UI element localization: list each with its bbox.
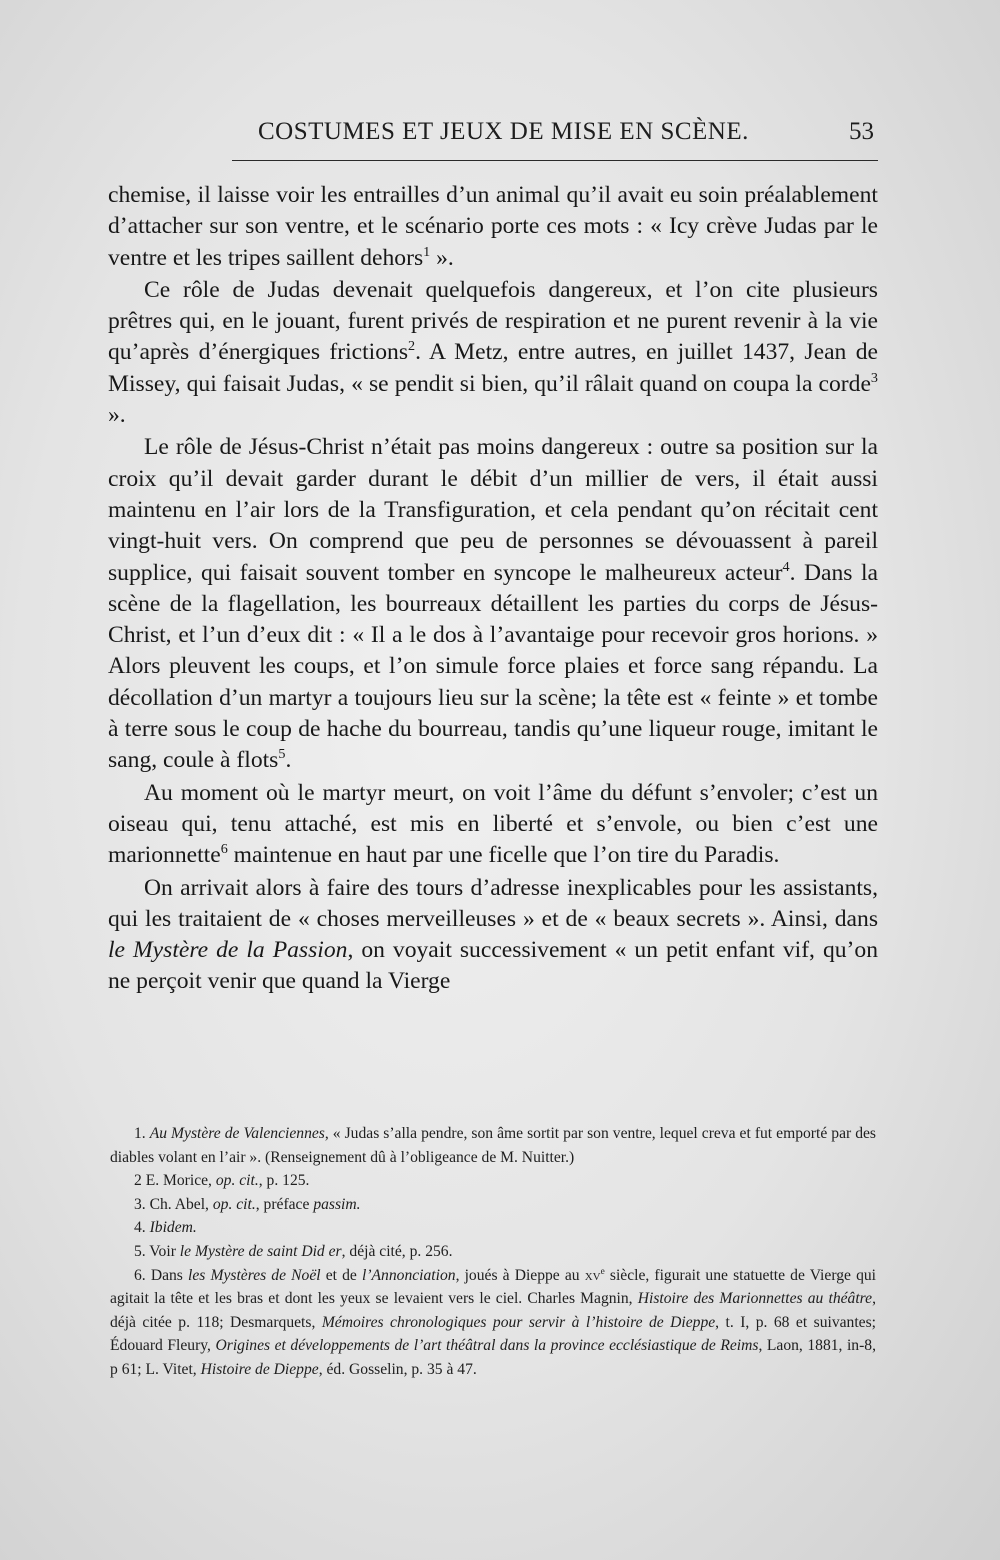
footnote-1: 1. Au Mystère de Valenciennes, « Judas s’alla pendre, son âme sortit par son ventre, lequel creva et fut emporté par des diables volant en l’air ». (Renseignement dû à l’obligeance de M. Nuitter.) xyxy=(110,1125,876,1166)
footnote-5: 5. Voir le Mystère de saint Did er, déjà cité, p. 256. xyxy=(134,1242,453,1260)
header-rule xyxy=(232,160,878,161)
paragraph-3: Le rôle de Jésus-Christ n’était pas moins dangereux : outre sa position sur la croix qu’il devait garder durant le débit d’un millier de vers, il était aussi maintenu en l’air lors de la Transfiguration, et cela pendant qu’on récitait cent vingt-huit vers. On comprend que peu de personnes se dévouassent à pareil supplice, qui faisait souvent tomber en syncope le malheureux acteur$^4$. Dans la scène de la flagellation, les bourreaux détaillent les parties du corps de Jésus-Christ, et l’un d’eux dit : « Il a le dos à l’avantaige pour recevoir gros horions. » Alors pleuvent les coups, et l’on simule force plaies et force sang répandu. La décollation d’un martyr a toujours lieu sur la scène; la tête est « feinte » et tombe à terre sous le coup de hache du bourreau, tandis qu’une liqueur rouge, imitant le sang, coule à flots$^5$. xyxy=(108,434,878,774)
footnote-ref-2: 2 xyxy=(408,338,416,355)
main-text xyxy=(108,180,878,999)
footnote-ref-5: 5 xyxy=(278,746,286,763)
page-header xyxy=(108,118,876,158)
footnote-3: 3. Ch. Abel, op. cit., préface passim. xyxy=(134,1195,361,1213)
running-title: COSTUMES ET JEUX DE MISE EN SCÈNE. xyxy=(258,118,749,145)
footnote-4: 4. Ibidem. xyxy=(134,1219,197,1237)
footnote-ref-1: 1 xyxy=(423,243,431,260)
paragraph-4: Au moment où le martyr meurt, on voit l’âme du défunt s’envoler; c’est un oiseau qui, tenu attaché, est mis en liberté et s’envole, ou bien c’est une marionnette$^6$ maintenue en haut par une ficelle que l’on tire du Paradis. xyxy=(108,779,878,869)
footnotes xyxy=(110,1122,876,1382)
paragraph-5: On arrivait alors à faire des tours d’adresse inexplicables pour les assistants, qui les traitaient de « choses merveilleuses » et de « beaux secrets ». Ainsi, dans le Mystère de la Passion, on voyait successivement « un petit enfant vif, qu’on ne perçoit venir que quand la Vierge xyxy=(108,874,878,995)
page-number: 53 xyxy=(849,118,874,145)
footnote-ref-6: 6 xyxy=(220,841,228,858)
paragraph-1: chemise, il laisse voir les entrailles d’un animal qu’il avait eu soin préalablement d’attacher sur son ventre, et le scénario porte ces mots : « Icy crève Judas par le ventre et les tripes saillent dehors$^1$ ». xyxy=(108,182,878,271)
work-title: le Mystère de la Passion xyxy=(108,937,348,964)
footnote-ref-3: 3 xyxy=(870,369,878,386)
footnote-2: 2 E. Morice, op. cit., p. 125. xyxy=(134,1172,310,1190)
paragraph-2: Ce rôle de Judas devenait quelquefois dangereux, et l’on cite plusieurs prêtres qui, en le jouant, furent privés de respiration et ne purent revenir à la vie qu’après d’énergiques frictions$^2$. A Metz, entre autres, en juillet 1437, Jean de Missey, qui faisait Judas, « se pendit si bien, qu’il râlait quand on coupa la corde$^3$ ». xyxy=(108,276,878,429)
footnote-6: 6. Dans les Mystères de Noël et de l’Annonciation, joués à Dieppe au $xv^e$ siècle, figurait une statuette de Vierge qui agitait la tête et les bras et dont les yeux se levaient vers le ciel. Charles Magnin, Histoire des Marionnettes au théâtre, déjà citée p. 118; Desmarquets, Mémoires chronologiques pour servir à l’histoire de Dieppe, t. I, p. 68 et suivantes; Édouard Fleury, Origines et développements de l’art théâtral dans la province ecclésiastique de Reims, Laon, 1881, in-8, p 61; L. Vitet, Histoire de Dieppe, éd. Gosselin, p. 35 à 47. xyxy=(110,1266,877,1378)
footnote-ref-4: 4 xyxy=(782,558,790,575)
